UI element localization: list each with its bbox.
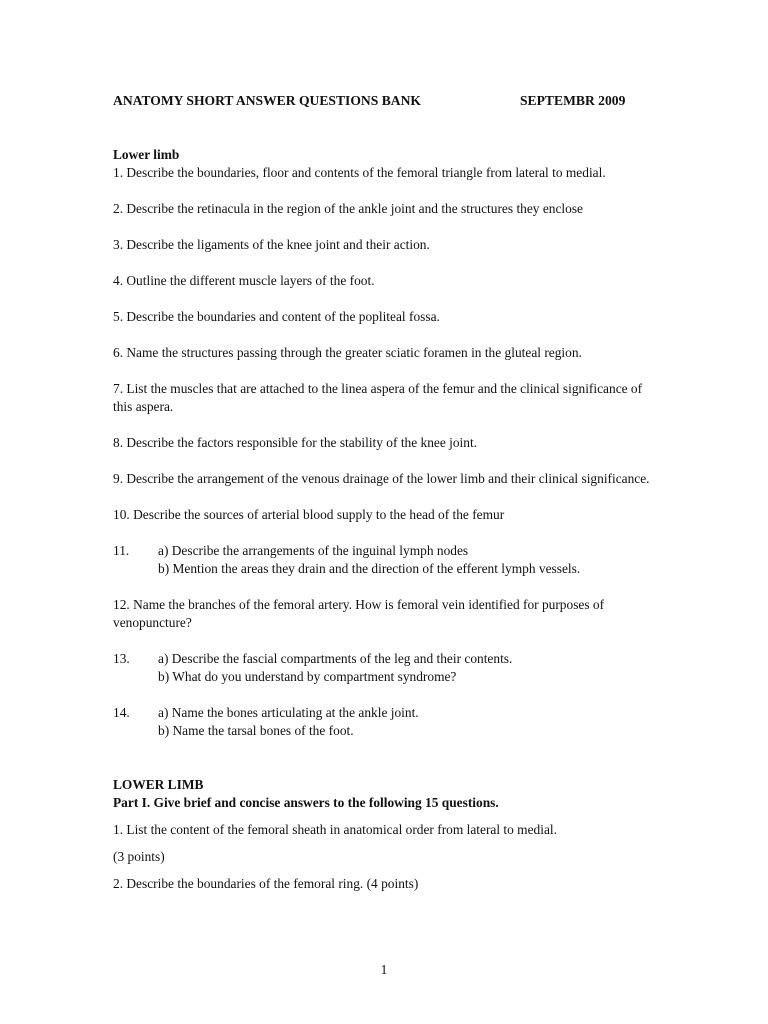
question-number: 11.: [113, 543, 130, 558]
question-number: 13.: [113, 651, 130, 666]
question-1: 1. Describe the boundaries, floor and contents of the femoral triangle from lateral to medial.: [113, 165, 606, 180]
question-part-b: b) What do you understand by compartment syndrome?: [158, 669, 457, 684]
question-part-b: b) Mention the areas they drain and the direction of the efferent lymph vessels.: [158, 561, 581, 576]
page-number: 1: [380, 962, 388, 977]
question-8: 8. Describe the factors responsible for the stability of the knee joint.: [113, 435, 478, 450]
question-part-b: b) Name the tarsal bones of the foot.: [158, 723, 354, 738]
question-7: 7. List the muscles that are attached to the linea aspera of the femur and the clinical significance of this aspera.: [113, 381, 643, 414]
question-4: 4. Outline the different muscle layers of the foot.: [113, 273, 375, 288]
question-14: [113, 704, 653, 740]
part-question-1-points: (3 points): [113, 849, 165, 864]
part-question-2: 2. Describe the boundaries of the femoral ring. (4 points): [113, 876, 419, 891]
question-13: [113, 650, 653, 686]
question-11: [113, 542, 653, 578]
question-6: 6. Name the structures passing through the greater sciatic foramen in the gluteal region.: [113, 345, 582, 360]
document-title: ANATOMY SHORT ANSWER QUESTIONS BANK: [113, 93, 421, 108]
section-title-lower-limb: Lower limb: [113, 147, 180, 162]
question-10: 10. Describe the sources of arterial blood supply to the head of the femur: [113, 507, 505, 522]
question-2: 2. Describe the retinacula in the region of the ankle joint and the structures they enclose: [113, 201, 583, 216]
question-part-a: a) Describe the fascial compartments of the leg and their contents.: [158, 651, 513, 666]
page-header: [113, 92, 643, 110]
question-3: 3. Describe the ligaments of the knee joint and their action.: [113, 237, 430, 252]
question-5: 5. Describe the boundaries and content of the popliteal fossa.: [113, 309, 440, 324]
question-part-a: a) Name the bones articulating at the ankle joint.: [158, 705, 419, 720]
document-date: SEPTEMBR 2009: [520, 93, 626, 108]
section-title-lower-limb-caps: LOWER LIMB: [113, 777, 204, 792]
part-question-1: 1. List the content of the femoral sheath in anatomical order from lateral to medial.: [113, 822, 557, 837]
question-number: 14.: [113, 705, 130, 720]
document-body: [113, 146, 653, 893]
question-12: 12. Name the branches of the femoral artery. How is femoral vein identified for purposes of venopuncture?: [113, 597, 605, 630]
section-lower-limb-part-1: [113, 776, 653, 893]
question-part-a: a) Describe the arrangements of the inguinal lymph nodes: [158, 543, 469, 558]
question-9: 9. Describe the arrangement of the venous drainage of the lower limb and their clinical significance.: [113, 471, 650, 486]
part-title: Part I. Give brief and concise answers to the following 15 questions.: [113, 795, 499, 810]
